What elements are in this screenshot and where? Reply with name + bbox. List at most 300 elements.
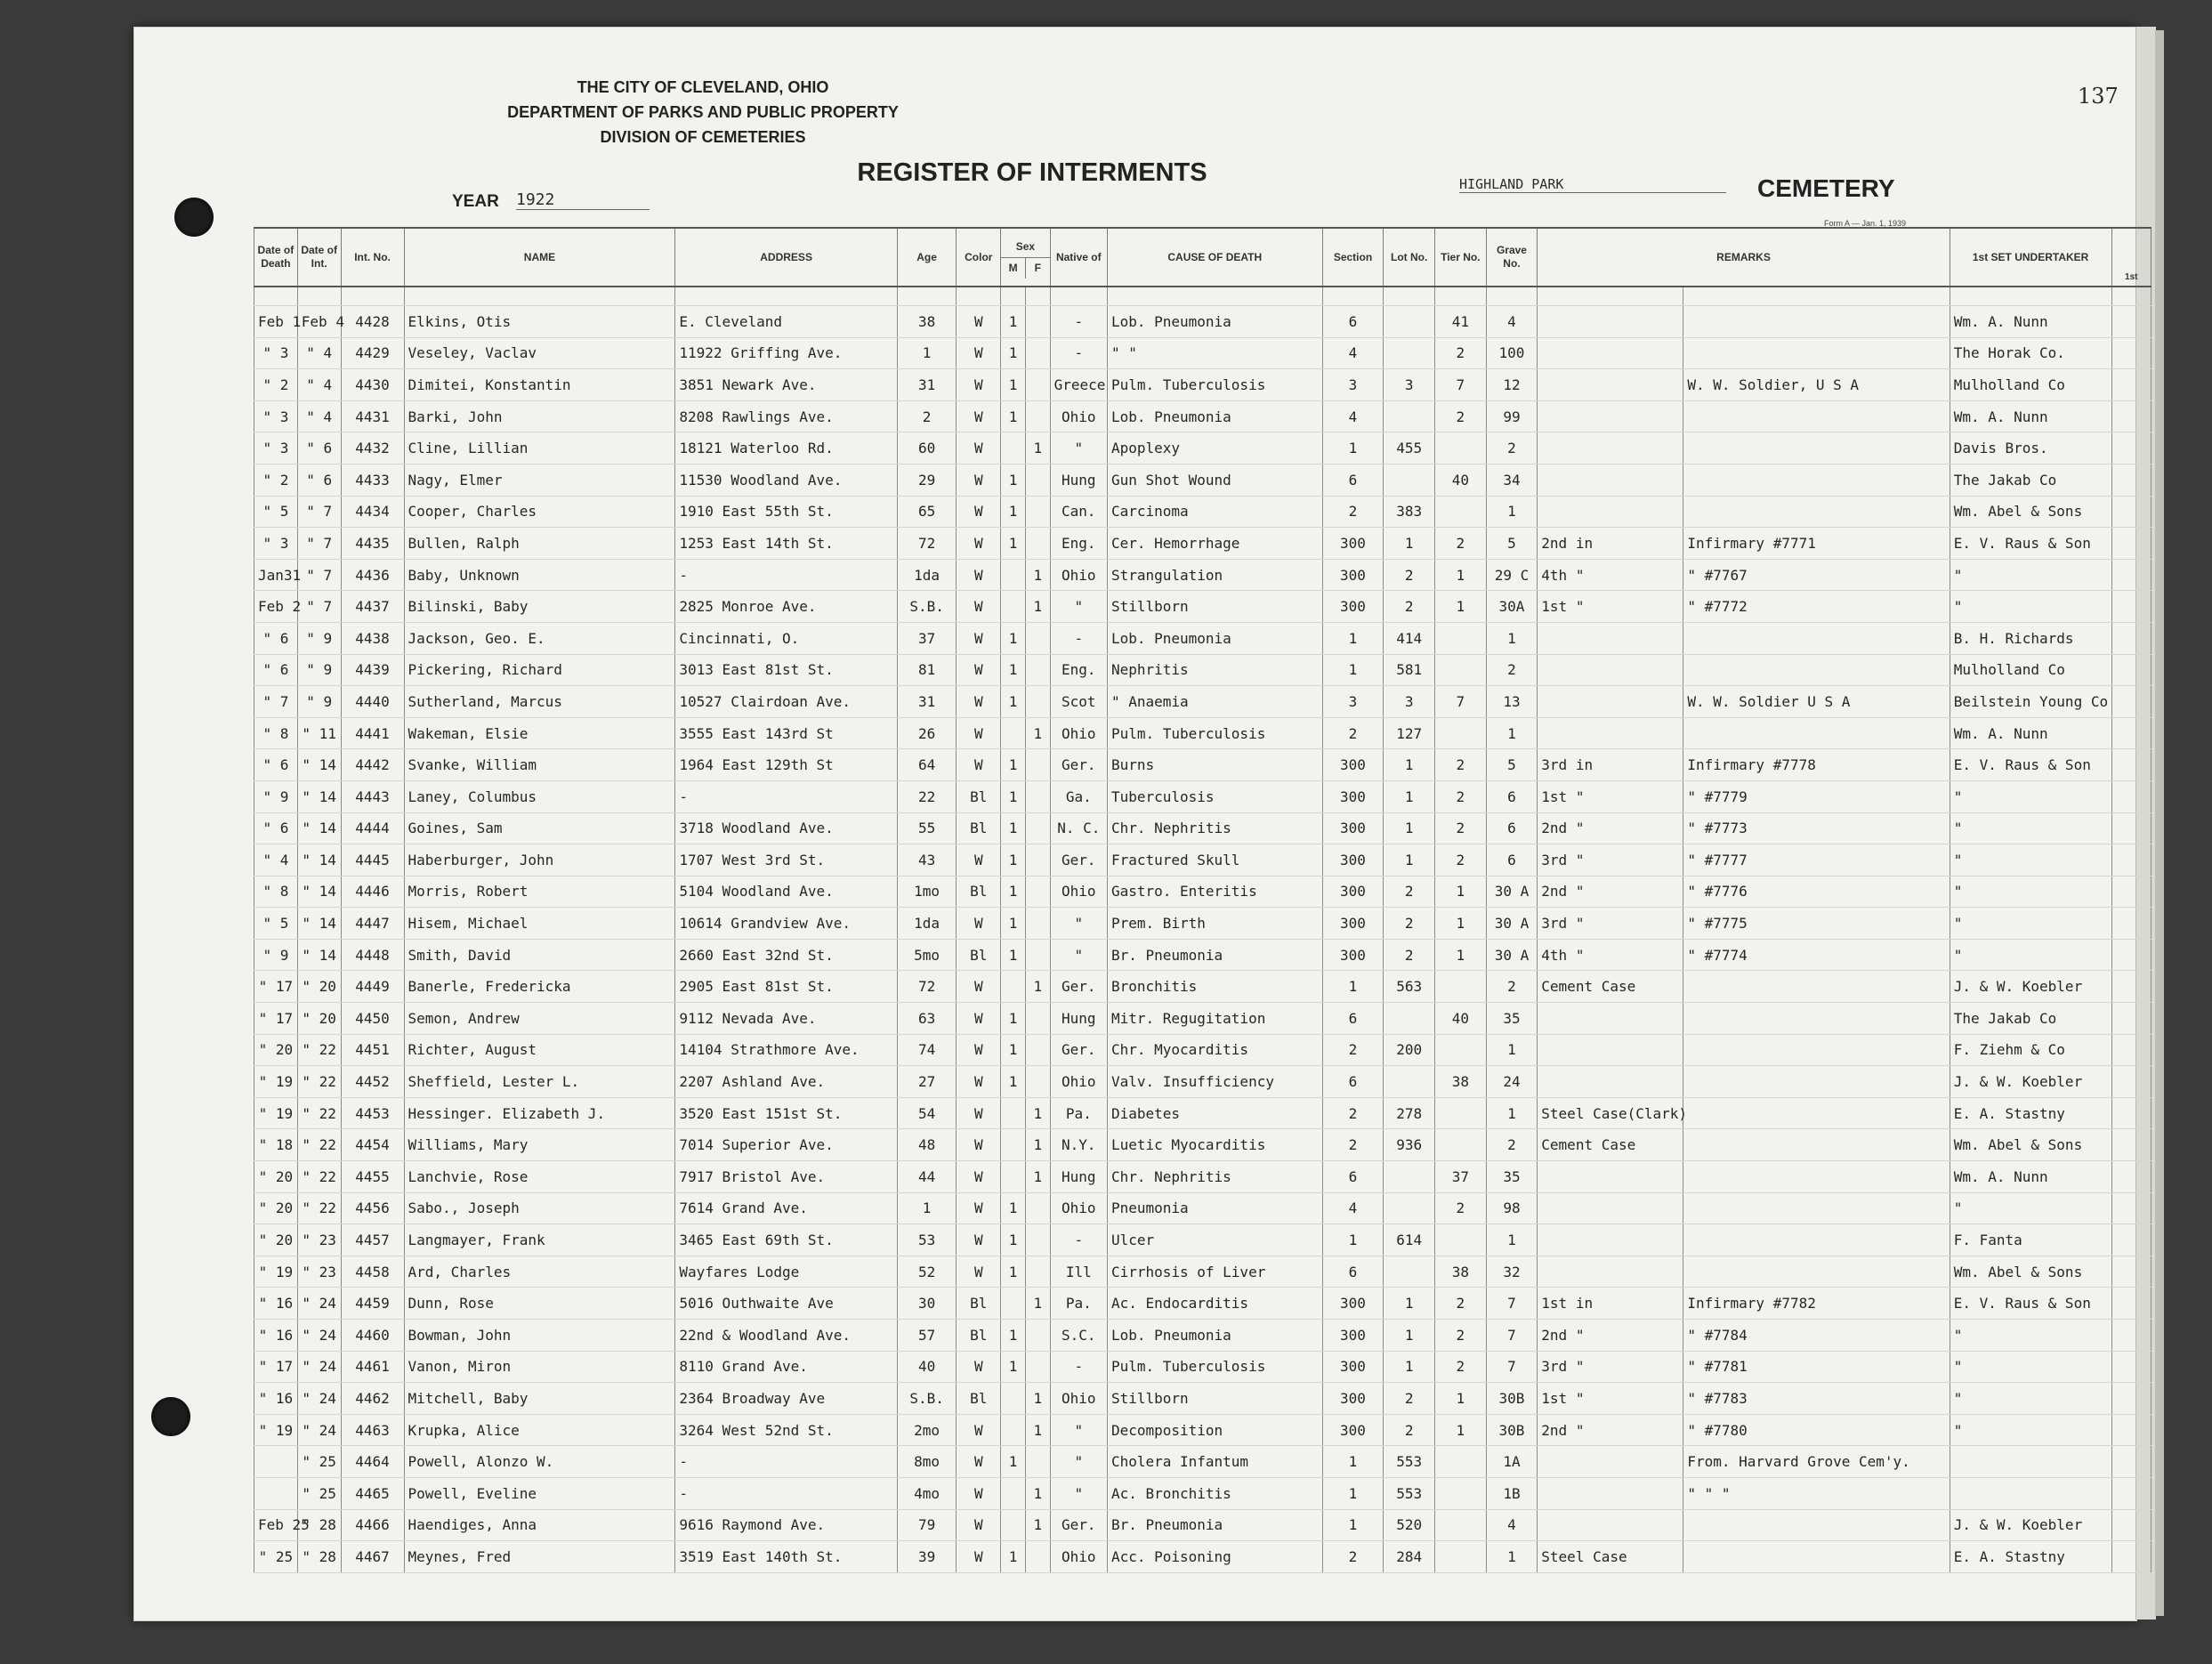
cell-remarks-a — [1538, 1161, 1683, 1193]
cell-date-death: Jan31 — [254, 559, 298, 591]
cell-native: Ohio — [1050, 1192, 1107, 1224]
cell-grave: 5 — [1486, 749, 1538, 781]
table-row — [254, 749, 2151, 781]
cell-section: 300 — [1322, 591, 1384, 623]
cell-sex-f — [1025, 654, 1050, 686]
cell-int-no: 4457 — [341, 1224, 404, 1256]
cell-int-no: 4432 — [341, 432, 404, 464]
cell-date-death: " 19 — [254, 1066, 298, 1098]
cell-remarks-a: 1st " — [1538, 591, 1683, 623]
col-native: Native of — [1050, 228, 1107, 287]
cell-lot: 414 — [1384, 622, 1435, 654]
cell-int-no: 4430 — [341, 369, 404, 401]
cell-tier: 38 — [1435, 1066, 1487, 1098]
cell-section: 300 — [1322, 908, 1384, 940]
cell-age: 5mo — [897, 939, 957, 971]
cell-section: 300 — [1322, 528, 1384, 560]
cell-date-int: " 25 — [297, 1477, 341, 1509]
cell-grave: 1 — [1486, 1097, 1538, 1129]
cell-remarks-a: Steel Case — [1538, 1541, 1683, 1573]
cell-date-int: " 14 — [297, 780, 341, 812]
cell-sex-m — [1001, 1129, 1026, 1161]
cell-grave: 35 — [1486, 1161, 1538, 1193]
cell-tier: 40 — [1435, 464, 1487, 496]
cell-date-death: " 2 — [254, 369, 298, 401]
cell-cause: Apoplexy — [1107, 432, 1322, 464]
cell-name: Haendiges, Anna — [404, 1509, 675, 1541]
cell-extra — [2111, 1414, 2151, 1446]
cell-int-no: 4436 — [341, 559, 404, 591]
cell-address: 3555 East 143rd St — [675, 717, 897, 749]
cell-native: " — [1050, 908, 1107, 940]
cell-extra — [2111, 939, 2151, 971]
cell-section: 1 — [1322, 432, 1384, 464]
cell-date-death: " 20 — [254, 1034, 298, 1066]
cell-undertaker: F. Ziehm & Co — [1950, 1034, 2111, 1066]
cell-undertaker: E. V. Raus & Son — [1950, 749, 2111, 781]
cell-date-death: " 6 — [254, 749, 298, 781]
cell-lot: 1 — [1384, 844, 1435, 876]
cell-tier — [1435, 1224, 1487, 1256]
cell-extra — [2111, 908, 2151, 940]
cell-int-no: 4446 — [341, 876, 404, 908]
stacked-page-edge — [2155, 30, 2164, 1616]
col-address: ADDRESS — [675, 228, 897, 287]
table-row — [254, 1129, 2151, 1161]
cell-native: S.C. — [1050, 1320, 1107, 1352]
cell-section: 1 — [1322, 1509, 1384, 1541]
cell-name: Pickering, Richard — [404, 654, 675, 686]
cell-grave: 7 — [1486, 1351, 1538, 1383]
cell-cause: Chr. Nephritis — [1107, 812, 1322, 844]
cell-age: 31 — [897, 369, 957, 401]
cell-sex-f — [1025, 686, 1050, 718]
cell-native: Greece — [1050, 369, 1107, 401]
cell-extra — [2111, 686, 2151, 718]
cell-date-death: " 6 — [254, 812, 298, 844]
cell-color: W — [957, 1446, 1001, 1478]
cell-remarks-a — [1538, 306, 1683, 338]
cell-date-death: " 19 — [254, 1256, 298, 1288]
cell-date-death: " 3 — [254, 337, 298, 369]
cell-native: Pa. — [1050, 1288, 1107, 1320]
cell-undertaker: Davis Bros. — [1950, 432, 2111, 464]
table-row — [254, 780, 2151, 812]
cell-address: 5104 Woodland Ave. — [675, 876, 897, 908]
cell-grave: 7 — [1486, 1288, 1538, 1320]
cell-date-death: " 19 — [254, 1414, 298, 1446]
cell-int-no: 4450 — [341, 1003, 404, 1035]
cell-extra — [2111, 1477, 2151, 1509]
cell-grave: 1 — [1486, 1224, 1538, 1256]
cell-remarks-b: From. Harvard Grove Cem'y. — [1683, 1446, 1950, 1478]
cell-color: W — [957, 1066, 1001, 1098]
cell-remarks-b: Infirmary #7771 — [1683, 528, 1950, 560]
cell-native: N. C. — [1050, 812, 1107, 844]
cell-extra — [2111, 528, 2151, 560]
cell-lot: 520 — [1384, 1509, 1435, 1541]
cell-section: 3 — [1322, 369, 1384, 401]
table-row — [254, 717, 2151, 749]
cell-grave: 5 — [1486, 528, 1538, 560]
cell-int-no: 4460 — [341, 1320, 404, 1352]
cell-date-int: " 7 — [297, 559, 341, 591]
cell-remarks-b: W. W. Soldier U S A — [1683, 686, 1950, 718]
cell-cause: Stillborn — [1107, 1383, 1322, 1415]
cell-cause: Ac. Bronchitis — [1107, 1477, 1322, 1509]
cell-address: 7014 Superior Ave. — [675, 1129, 897, 1161]
cell-undertaker: " — [1950, 591, 2111, 623]
cell-sex-f — [1025, 812, 1050, 844]
cell-age: 79 — [897, 1509, 957, 1541]
binder-hole — [151, 1397, 190, 1436]
cell-extra — [2111, 496, 2151, 528]
cell-sex-m — [1001, 432, 1026, 464]
form-note: Form A — Jan. 1, 1939 — [1824, 219, 1907, 228]
cell-sex-f — [1025, 1034, 1050, 1066]
cell-sex-m: 1 — [1001, 939, 1026, 971]
cell-name: Bowman, John — [404, 1320, 675, 1352]
cell-date-death: " 8 — [254, 876, 298, 908]
cell-cause: Br. Pneumonia — [1107, 1509, 1322, 1541]
cell-date-death — [254, 1446, 298, 1478]
cell-sex-f: 1 — [1025, 971, 1050, 1003]
cell-tier: 2 — [1435, 337, 1487, 369]
cell-color: W — [957, 496, 1001, 528]
table-row — [254, 1414, 2151, 1446]
cell-undertaker: Wm. A. Nunn — [1950, 400, 2111, 432]
cell-section: 6 — [1322, 306, 1384, 338]
cell-sex-m — [1001, 1414, 1026, 1446]
cell-color: W — [957, 369, 1001, 401]
cell-tier: 2 — [1435, 749, 1487, 781]
cell-address: - — [675, 559, 897, 591]
division-heading: DIVISION OF CEMETERIES — [600, 128, 806, 146]
cell-date-int: " 24 — [297, 1414, 341, 1446]
cell-tier — [1435, 717, 1487, 749]
cell-color: Bl — [957, 812, 1001, 844]
cell-age: S.B. — [897, 1383, 957, 1415]
cell-sex-f — [1025, 1192, 1050, 1224]
cell-cause: Bronchitis — [1107, 971, 1322, 1003]
cell-section: 6 — [1322, 1256, 1384, 1288]
cell-int-no: 4440 — [341, 686, 404, 718]
cell-sex-m: 1 — [1001, 1446, 1026, 1478]
cell-address: 3520 East 151st St. — [675, 1097, 897, 1129]
cell-sex-m — [1001, 1097, 1026, 1129]
cell-remarks-b — [1683, 1003, 1950, 1035]
cell-lot: 2 — [1384, 939, 1435, 971]
cell-lot: 455 — [1384, 432, 1435, 464]
year-label: YEAR — [452, 192, 499, 211]
cell-grave: 24 — [1486, 1066, 1538, 1098]
cell-grave: 30B — [1486, 1383, 1538, 1415]
register-title: REGISTER OF INTERMENTS — [857, 158, 1207, 187]
department-heading: DEPARTMENT OF PARKS AND PUBLIC PROPERTY — [507, 103, 899, 121]
cell-tier — [1435, 1446, 1487, 1478]
cell-undertaker: Wm. A. Nunn — [1950, 1161, 2111, 1193]
cell-color: W — [957, 1097, 1001, 1129]
cell-tier: 7 — [1435, 686, 1487, 718]
cell-tier — [1435, 1097, 1487, 1129]
cell-sex-m: 1 — [1001, 1003, 1026, 1035]
cell-remarks-a — [1538, 1256, 1683, 1288]
cell-sex-f — [1025, 749, 1050, 781]
col-section: Section — [1322, 228, 1384, 287]
cell-name: Ard, Charles — [404, 1256, 675, 1288]
cell-name: Vanon, Miron — [404, 1351, 675, 1383]
cell-extra — [2111, 337, 2151, 369]
cell-address: 3718 Woodland Ave. — [675, 812, 897, 844]
cell-undertaker: " — [1950, 559, 2111, 591]
cell-color: W — [957, 1541, 1001, 1573]
cell-sex-f — [1025, 622, 1050, 654]
cell-name: Dimitei, Konstantin — [404, 369, 675, 401]
cell-extra — [2111, 1320, 2151, 1352]
cell-color: W — [957, 432, 1001, 464]
cell-address: 10527 Clairdoan Ave. — [675, 686, 897, 718]
cell-int-no: 4442 — [341, 749, 404, 781]
cell-name: Laney, Columbus — [404, 780, 675, 812]
cell-remarks-b — [1683, 496, 1950, 528]
cell-age: 2mo — [897, 1414, 957, 1446]
cell-grave: 12 — [1486, 369, 1538, 401]
cell-remarks-b — [1683, 1097, 1950, 1129]
cell-lot: 563 — [1384, 971, 1435, 1003]
cell-color: W — [957, 1003, 1001, 1035]
col-undertaker: 1st SET UNDERTAKER — [1950, 228, 2111, 287]
cell-address: - — [675, 1477, 897, 1509]
cell-address: 8208 Rawlings Ave. — [675, 400, 897, 432]
cell-tier — [1435, 654, 1487, 686]
cell-grave: 1 — [1486, 622, 1538, 654]
cell-undertaker: " — [1950, 1320, 2111, 1352]
cell-address: 7917 Bristol Ave. — [675, 1161, 897, 1193]
cell-remarks-b — [1683, 717, 1950, 749]
cell-int-no: 4435 — [341, 528, 404, 560]
cell-native: Ohio — [1050, 1541, 1107, 1573]
cell-lot: 2 — [1384, 1383, 1435, 1415]
cell-lot — [1384, 464, 1435, 496]
cell-remarks-a: 2nd " — [1538, 812, 1683, 844]
cell-name: Meynes, Fred — [404, 1541, 675, 1573]
cell-cause: Decomposition — [1107, 1414, 1322, 1446]
cell-native: Ger. — [1050, 749, 1107, 781]
cell-remarks-b: W. W. Soldier, U S A — [1683, 369, 1950, 401]
cell-cause: Acc. Poisoning — [1107, 1541, 1322, 1573]
cell-extra — [2111, 654, 2151, 686]
cell-sex-f — [1025, 908, 1050, 940]
cell-remarks-b: " #7775 — [1683, 908, 1950, 940]
cell-grave: 6 — [1486, 812, 1538, 844]
cell-lot: 1 — [1384, 528, 1435, 560]
cell-cause: Burns — [1107, 749, 1322, 781]
cell-name: Smith, David — [404, 939, 675, 971]
cell-cause: Lob. Pneumonia — [1107, 306, 1322, 338]
table-row — [254, 622, 2151, 654]
cell-sex-f — [1025, 1066, 1050, 1098]
cell-lot: 1 — [1384, 812, 1435, 844]
cell-remarks-a — [1538, 432, 1683, 464]
cell-remarks-a: 2nd " — [1538, 876, 1683, 908]
cell-extra — [2111, 591, 2151, 623]
cell-section: 2 — [1322, 1034, 1384, 1066]
table-row — [254, 1161, 2151, 1193]
cell-undertaker: " — [1950, 1351, 2111, 1383]
cell-color: W — [957, 400, 1001, 432]
cell-int-no: 4434 — [341, 496, 404, 528]
col-sex-m: M — [1001, 258, 1026, 279]
cell-address: 2660 East 32nd St. — [675, 939, 897, 971]
cell-lot — [1384, 1066, 1435, 1098]
cell-sex-m: 1 — [1001, 1066, 1026, 1098]
cell-remarks-b: " " " — [1683, 1477, 1950, 1509]
table-row — [254, 369, 2151, 401]
table-row — [254, 1256, 2151, 1288]
col-remarks: REMARKS — [1538, 228, 1950, 287]
cell-sex-m — [1001, 971, 1026, 1003]
cell-remarks-b — [1683, 400, 1950, 432]
cell-remarks-b — [1683, 432, 1950, 464]
cell-date-int: " 22 — [297, 1066, 341, 1098]
cell-tier: 1 — [1435, 908, 1487, 940]
cell-lot: 3 — [1384, 369, 1435, 401]
cell-lot — [1384, 337, 1435, 369]
cell-sex-m: 1 — [1001, 464, 1026, 496]
cell-remarks-a — [1538, 622, 1683, 654]
cell-remarks-a: 3rd " — [1538, 844, 1683, 876]
cell-sex-m: 1 — [1001, 622, 1026, 654]
cell-sex-f — [1025, 337, 1050, 369]
cell-color: W — [957, 717, 1001, 749]
cell-age: 57 — [897, 1320, 957, 1352]
cell-undertaker: E. V. Raus & Son — [1950, 528, 2111, 560]
cell-name: Bullen, Ralph — [404, 528, 675, 560]
cell-remarks-a — [1538, 1003, 1683, 1035]
cell-lot: 1 — [1384, 1351, 1435, 1383]
cell-remarks-a: Cement Case — [1538, 971, 1683, 1003]
cell-date-death: " 17 — [254, 1003, 298, 1035]
cell-color: W — [957, 1224, 1001, 1256]
cell-native: Ohio — [1050, 1066, 1107, 1098]
cell-color: W — [957, 1129, 1001, 1161]
spacer-row — [254, 287, 2151, 306]
cell-date-int: " 23 — [297, 1224, 341, 1256]
cell-date-death: " 3 — [254, 400, 298, 432]
cell-extra — [2111, 749, 2151, 781]
cell-address: 2207 Ashland Ave. — [675, 1066, 897, 1098]
cell-remarks-b: " #7773 — [1683, 812, 1950, 844]
cell-native: - — [1050, 622, 1107, 654]
cell-name: Dunn, Rose — [404, 1288, 675, 1320]
cell-color: Bl — [957, 1383, 1001, 1415]
cell-remarks-b: " #7781 — [1683, 1351, 1950, 1383]
cell-age: 31 — [897, 686, 957, 718]
cell-sex-f: 1 — [1025, 717, 1050, 749]
cell-remarks-b: Infirmary #7778 — [1683, 749, 1950, 781]
table-row — [254, 1383, 2151, 1415]
table-row — [254, 1288, 2151, 1320]
cell-date-int: " 20 — [297, 971, 341, 1003]
cell-native: " — [1050, 939, 1107, 971]
cell-grave: 1 — [1486, 1541, 1538, 1573]
cell-native: Hung — [1050, 1003, 1107, 1035]
cell-remarks-a — [1538, 1224, 1683, 1256]
table-row — [254, 496, 2151, 528]
cell-native: " — [1050, 591, 1107, 623]
cell-remarks-b — [1683, 971, 1950, 1003]
cell-sex-f — [1025, 496, 1050, 528]
cell-undertaker — [1950, 1477, 2111, 1509]
cell-color: W — [957, 1351, 1001, 1383]
cell-int-no: 4461 — [341, 1351, 404, 1383]
cell-int-no: 4455 — [341, 1161, 404, 1193]
cell-date-int: " 14 — [297, 908, 341, 940]
cell-color: Bl — [957, 780, 1001, 812]
cell-date-death: " 25 — [254, 1541, 298, 1573]
cell-lot: 1 — [1384, 1320, 1435, 1352]
cell-sex-f — [1025, 464, 1050, 496]
cell-remarks-b — [1683, 1541, 1950, 1573]
cell-address: 1707 West 3rd St. — [675, 844, 897, 876]
cell-date-death: " 4 — [254, 844, 298, 876]
cell-remarks-b — [1683, 306, 1950, 338]
cell-sex-m: 1 — [1001, 876, 1026, 908]
cell-age: 22 — [897, 780, 957, 812]
cell-int-no: 4449 — [341, 971, 404, 1003]
cell-native: " — [1050, 1414, 1107, 1446]
cell-address: 5016 Outhwaite Ave — [675, 1288, 897, 1320]
cell-int-no: 4438 — [341, 622, 404, 654]
cell-name: Lanchvie, Rose — [404, 1161, 675, 1193]
cell-sex-m: 1 — [1001, 844, 1026, 876]
cell-remarks-b — [1683, 1034, 1950, 1066]
cell-date-death: " 20 — [254, 1161, 298, 1193]
table-row — [254, 939, 2151, 971]
cell-lot: 1 — [1384, 749, 1435, 781]
cell-lot: 383 — [1384, 496, 1435, 528]
cell-color: W — [957, 1477, 1001, 1509]
cell-int-no: 4456 — [341, 1192, 404, 1224]
col-date-death: Date of Death — [254, 228, 298, 287]
cell-int-no: 4444 — [341, 812, 404, 844]
cell-age: 26 — [897, 717, 957, 749]
cell-date-death: " 16 — [254, 1320, 298, 1352]
cell-native: - — [1050, 1224, 1107, 1256]
cell-color: Bl — [957, 876, 1001, 908]
col-age: Age — [897, 228, 957, 287]
cell-address: 1910 East 55th St. — [675, 496, 897, 528]
cell-address: 3013 East 81st St. — [675, 654, 897, 686]
cell-cause: Br. Pneumonia — [1107, 939, 1322, 971]
cell-date-death — [254, 1477, 298, 1509]
cell-grave: 7 — [1486, 1320, 1538, 1352]
cell-color: W — [957, 1256, 1001, 1288]
cell-native: Hung — [1050, 1161, 1107, 1193]
cell-int-no: 4451 — [341, 1034, 404, 1066]
cell-date-int: " 28 — [297, 1541, 341, 1573]
cell-remarks-b — [1683, 654, 1950, 686]
cell-tier — [1435, 1541, 1487, 1573]
cell-lot: 581 — [1384, 654, 1435, 686]
cell-cause: Nephritis — [1107, 654, 1322, 686]
cell-sex-f — [1025, 1256, 1050, 1288]
cell-date-death: " 3 — [254, 528, 298, 560]
cell-cause: Ac. Endocarditis — [1107, 1288, 1322, 1320]
cell-color: Bl — [957, 1288, 1001, 1320]
cell-grave: 34 — [1486, 464, 1538, 496]
cell-name: Morris, Robert — [404, 876, 675, 908]
